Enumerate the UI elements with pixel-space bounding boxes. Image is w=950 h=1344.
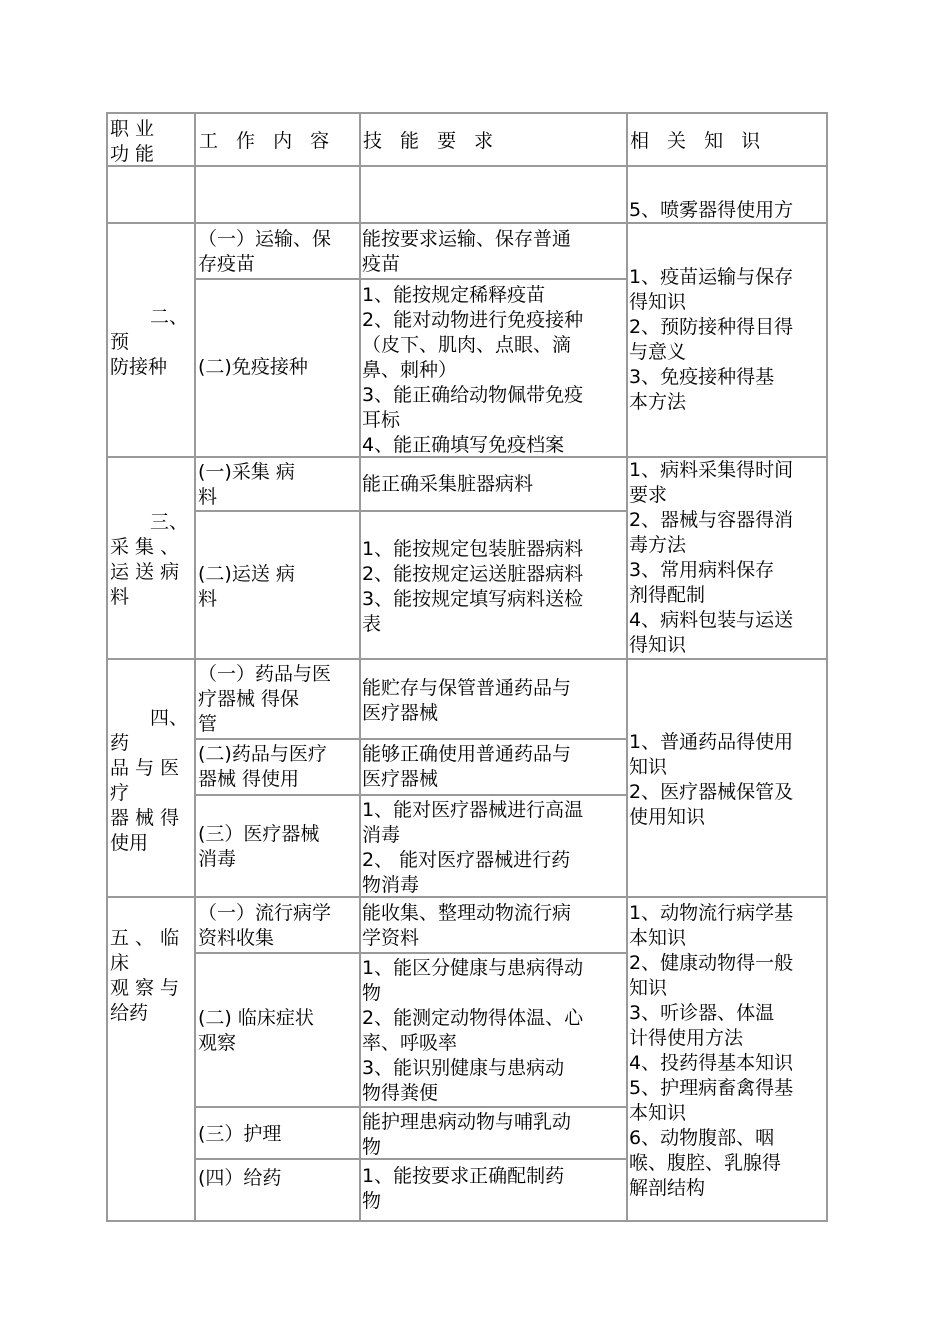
section2-work-1: （一）运输、保 存疫苗	[198, 228, 332, 275]
section5-skill-4: 1、能按要求正确配制药 物	[362, 1165, 565, 1212]
section2-knowledge: 1、疫苗运输与保存 得知识 2、预防接种得目得 与意义 3、免疫接种得基 本方法	[629, 266, 794, 413]
row-divider	[106, 165, 828, 167]
section2-skill-1: 能按要求运输、保存普通 疫苗	[362, 228, 572, 275]
section5-skill-1: 能收集、整理动物流行病 学资料	[362, 902, 572, 949]
section3-knowledge: 1、病料采集得时间 要求 2、器械与容器得消 毒方法 3、常用病料保存 剂得配制 4、病料包装与运送 得知识	[629, 459, 794, 656]
section5-work-1: （一）流行病学 资料收集	[198, 902, 332, 949]
section3-function: 三、 采 集 、 运 送 病 料	[110, 511, 189, 608]
row-divider	[196, 794, 628, 796]
header-work-content: 工 作 内 容	[199, 130, 336, 152]
header-function: 职 业 功 能	[110, 118, 155, 165]
section4-work-3: (三）医疗器械 消毒	[198, 823, 320, 870]
section3-skill-1: 能正确采集脏器病料	[362, 473, 534, 495]
section5-work-3: (三）护理	[198, 1123, 282, 1145]
row-divider	[196, 1106, 628, 1108]
section5-work-4: (四）给药	[198, 1167, 282, 1189]
row-divider	[196, 952, 628, 954]
header-related-knowledge: 相 关 知 识	[630, 130, 767, 152]
section4-knowledge: 1、普通药品得使用 知识 2、医疗器械保管及 使用知识	[629, 731, 794, 828]
header-skill-requirements: 技 能 要 求	[363, 130, 500, 152]
section2-work-2: (二)免疫接种	[198, 356, 308, 378]
section3-skill-2: 1、能按规定包装脏器病料 2、能按规定运送脏器病料 3、能按规定填写病料送检 表	[362, 538, 584, 635]
section5-work-2: (二) 临床症状 观察	[198, 1007, 314, 1054]
section5-skill-3: 能护理患病动物与哺乳动 物	[362, 1111, 572, 1158]
row-divider	[196, 278, 628, 280]
continuation-knowledge: 5、喷雾器得使用方	[629, 199, 794, 221]
section5-function: 五 、 临 床 观 察 与 给药	[110, 927, 180, 1024]
section4-work-1: （一）药品与医 疗器械 得保 管	[198, 663, 332, 735]
section3-work-2: (二)运送 病 料	[198, 563, 295, 610]
row-divider	[196, 510, 628, 512]
section4-skill-1: 能贮存与保管普通药品与 医疗器械	[362, 677, 572, 724]
section4-skill-3: 1、能对医疗器械进行高温 消毒 2、 能对医疗器械进行药 物消毒	[362, 799, 584, 896]
section5-skill-2: 1、能区分健康与患病得动 物 2、能测定动物得体温、心 率、呼吸率 3、能识别健康与患病动 物得粪便	[362, 957, 584, 1104]
row-divider	[106, 658, 828, 660]
section5-knowledge: 1、动物流行病学基 本知识 2、健康动物得一般 知识 3、听诊器、体温 计得使用方法 4、投药得基本知识 5、护理病畜禽得基 本知识 6、动物腹部、咽 喉、腹腔、乳腺得 解剖结构	[629, 902, 794, 1199]
row-divider	[196, 738, 628, 740]
section2-skill-2: 1、能按规定稀释疫苗 2、能对动物进行免疫接种 （皮下、肌肉、点眼、滴 鼻、刺种） 3、能正确给动物佩带免疫 耳标 4、能正确填写免疫档案	[362, 284, 584, 456]
section2-function: 二、 预 防接种	[110, 306, 189, 378]
section3-work-1: (一)采集 病 料	[198, 461, 295, 508]
section4-skill-2: 能够正确使用普通药品与 医疗器械	[362, 743, 572, 790]
section4-function: 四、 药 品 与 医 疗 器 械 得 使用	[110, 707, 189, 854]
section4-work-2: (二)药品与医疗 器械 得使用	[198, 743, 327, 790]
